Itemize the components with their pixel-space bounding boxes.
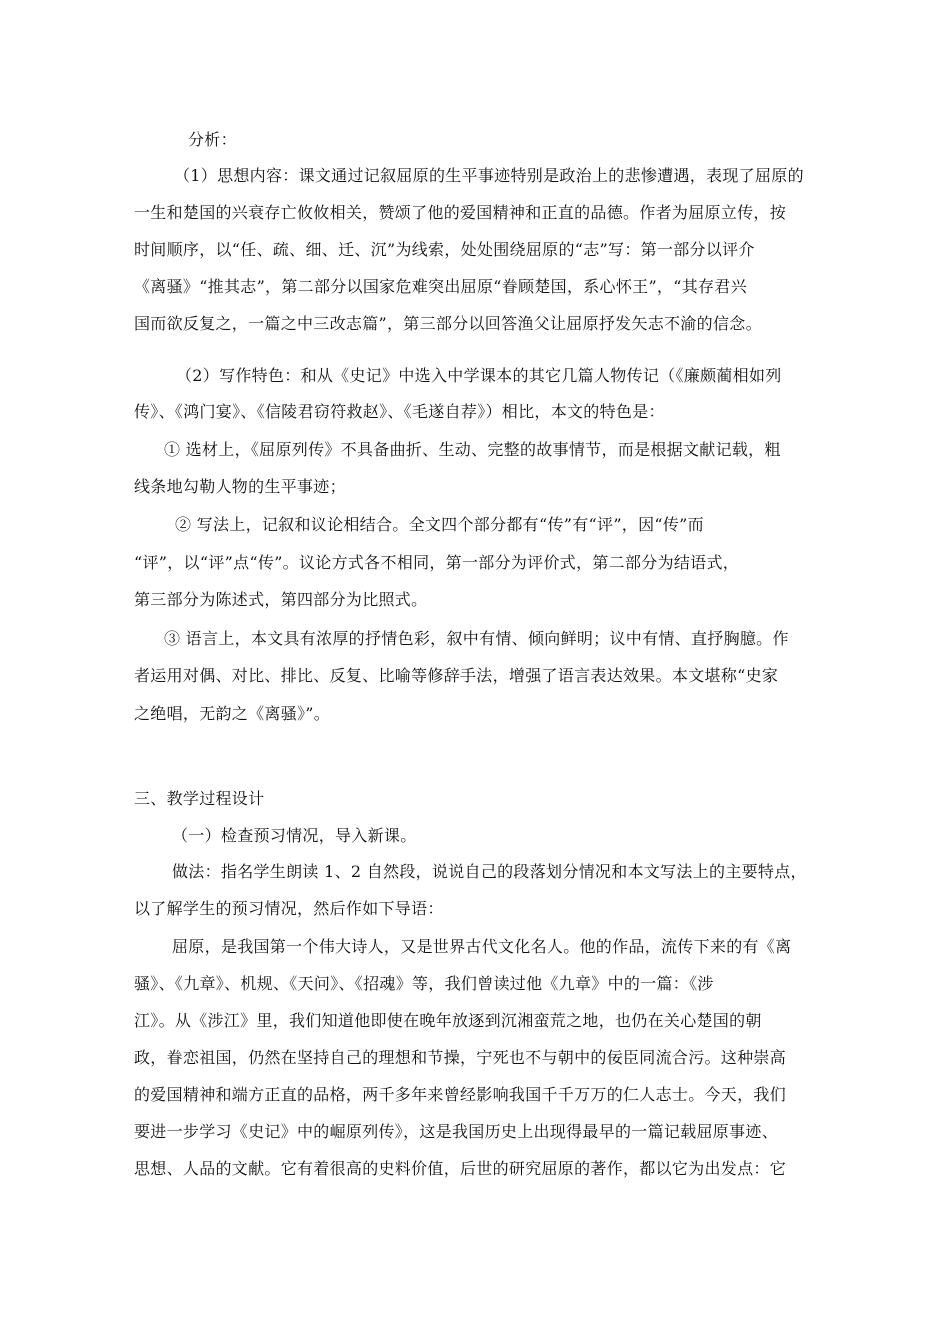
text-line: 江》。从《涉江》里，我们知道他即使在晚年放逐到沉湘蛮荒之地，也仍在关心楚国的朝: [134, 1011, 762, 1030]
text-line: ① 选材上，《屈原列传》不具备曲折、生动、完整的故事情节，而是根据文献记载，粗: [164, 440, 781, 459]
text-line: 以了解学生的预习情况，然后作如下导语：: [134, 899, 444, 918]
text-line: （1）思想内容：课文通过记叙屈原的生平事迹特别是政治上的悲惨遭遇，表现了屈原的: [174, 166, 804, 185]
text-line: 国而欲反复之，一篇之中三改志篇”，第三部分以回答渔父让屈原抒发矢志不渝的信念。: [134, 314, 762, 333]
text-line: 屈原，是我国第一个伟大诗人，又是世界古代文化名人。他的作品，流传下来的有《离: [172, 937, 792, 956]
text-line: 线条地勾勒人物的生平事迹；: [134, 477, 346, 496]
text-line: “评”，以“评”点“传”。议论方式各不相同，第一部分为评价式，第二部分为结语式，: [134, 553, 740, 572]
text-line: （2）写作特色：和从《史记》中选入中学课本的其它几篇人物传记（《廉颇蔺相如列: [176, 366, 782, 385]
text-line: 要进一步学习《史记》中的崛原列传》，这是我国历史上出现得最早的一篇记载屈原事迹、: [134, 1122, 779, 1141]
text-line: ② 写法上，记叙和议论相结合。全文四个部分都有“传”有“评”，因“传”而: [175, 515, 704, 534]
text-line: 一生和楚国的兴衰存亡攸攸相关，赞颂了他的爱国精神和正直的品德。作者为屈原立传，按: [134, 203, 787, 222]
text-line: 者运用对偶、对比、排比、反复、比喻等修辞手法，增强了语言表达效果。本文堪称“史家: [134, 666, 779, 685]
text-line: 《离骚》“推其志”，第二部分以国家危难突出屈原“眷顾楚国，系心怀王”，“其存君兴: [134, 277, 747, 296]
text-line: 做法：指名学生朗读 1、2 自然段，说说自己的段落划分情况和本文写法上的主要特点，: [172, 862, 807, 881]
section-heading: 三、教学过程设计: [134, 789, 265, 808]
text-line: 骚》、《九章》、机规、《天问》、《招魂》等，我们曾读过他《九章》中的一篇：《涉: [134, 974, 714, 993]
text-line: 时间顺序，以“任、疏、细、迁、沉”为线索，处处围绕屈原的“志”写：第一部分以评介: [134, 240, 755, 259]
subsection-heading: （一）检查预习情况，导入新课。: [172, 826, 417, 845]
text-line: 传》、《鸿门宴》、《信陵君窃符救赵》、《毛遂自荐》）相比，本文的特色是：: [134, 402, 665, 421]
text-line: 的爱国精神和端方正直的品格，两千多年来曾经影响我国千千万万的仁人志士。今天，我们: [134, 1085, 787, 1104]
text-line: 政，眷恋祖国，仍然在坚持自己的理想和节操，宁死也不与朝中的佞臣同流合污。这种崇高: [134, 1048, 787, 1067]
text-line: ③ 语言上，本文具有浓厚的抒情色彩，叙中有情、倾向鲜明；议中有情、直抒胸臆。作: [164, 629, 789, 648]
text-line: 之绝唱，无韵之《离骚》”。: [134, 704, 331, 723]
text-line: 分析：: [188, 130, 237, 149]
text-line: 第三部分为陈述式，第四部分为比照式。: [134, 590, 428, 609]
text-line: 思想、人品的文献。它有着很高的史料价值，后世的研究屈原的著作，都以它为出发点：它: [134, 1159, 787, 1178]
